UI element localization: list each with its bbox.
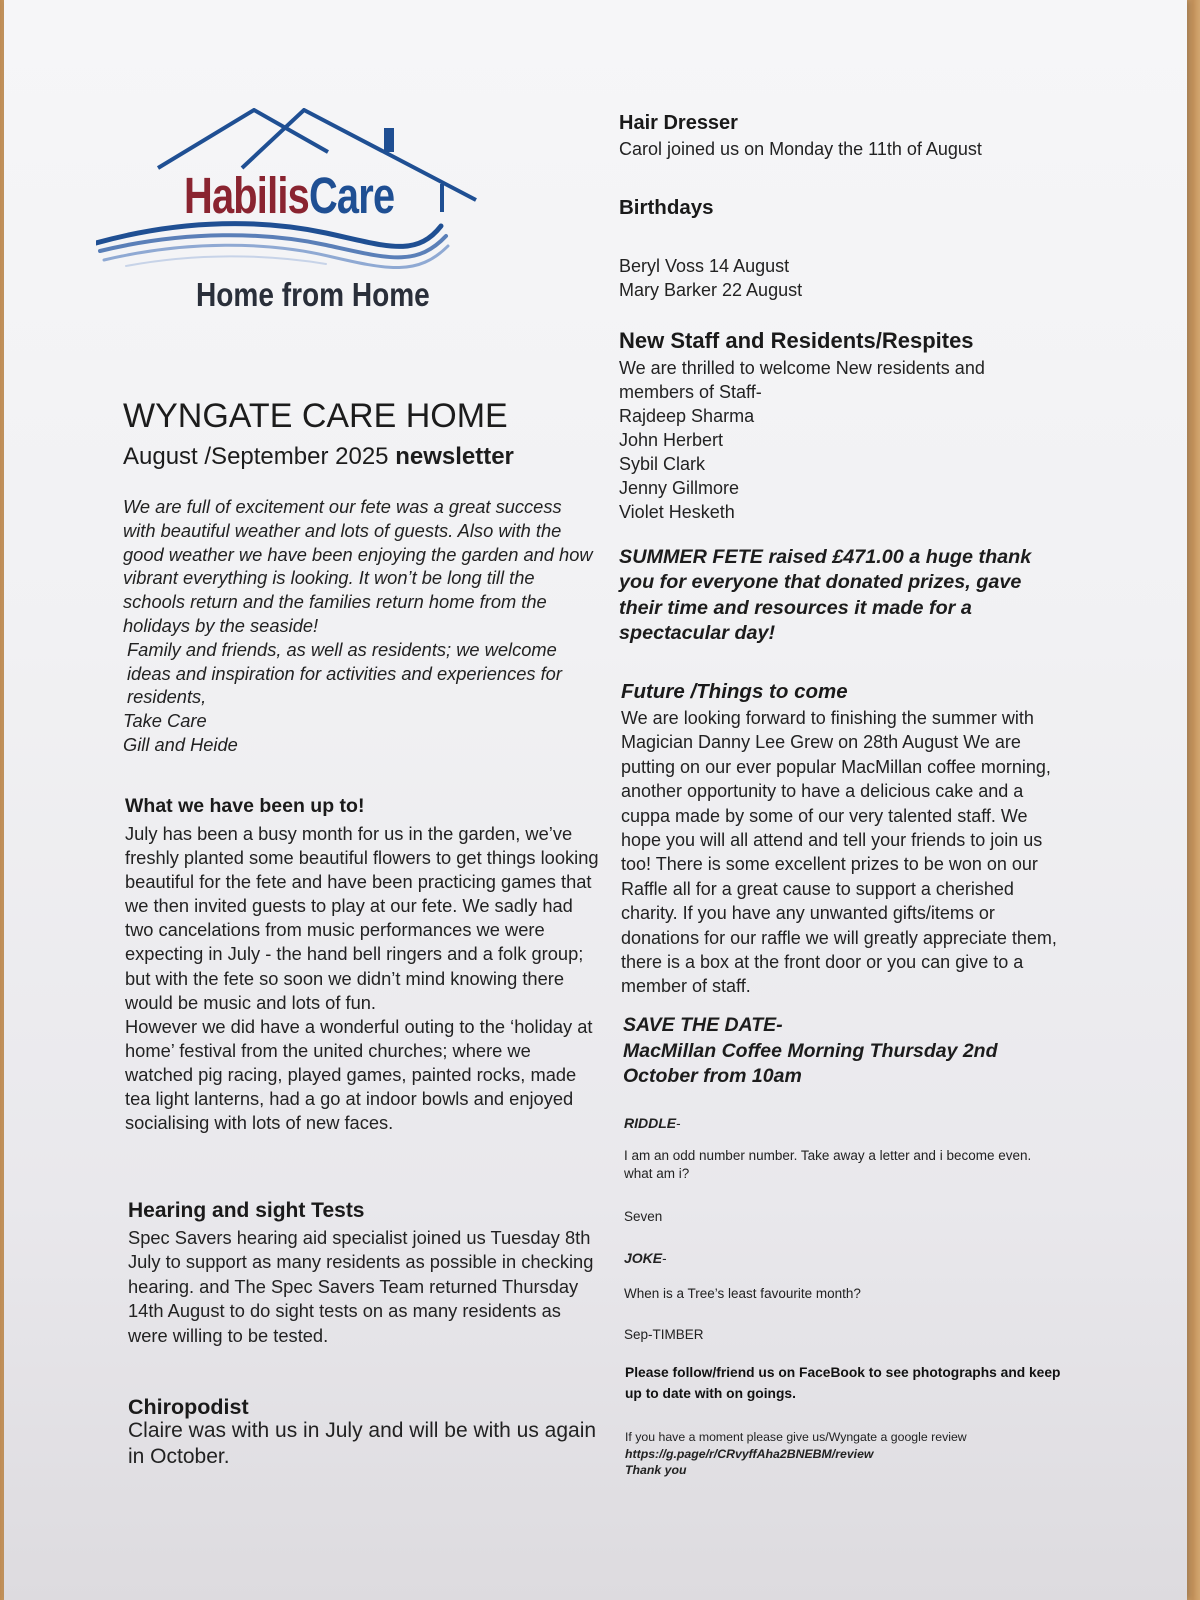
save-the-date [623,1013,1063,1090]
joke-heading: JOKE- [624,1250,667,1266]
joke-question: When is a Tree’s least favourite month? [624,1286,861,1301]
list-item: Jenny Gillmore [619,478,740,498]
riddle-answer: Seven [624,1209,663,1224]
section-heading-birthdays: Birthdays [619,196,714,219]
list-item: John Herbert [619,430,724,450]
birthday-list [619,254,802,302]
joke-answer: Sep-TIMBER [624,1327,704,1342]
section-body-up-to [125,822,600,1135]
chimney-icon [384,128,394,152]
logo-brand-text: HabilisCare [184,167,395,224]
facebook-note: Please follow/friend us on FaceBook to see photographs and keep up to date with on goings. [625,1365,1061,1401]
thank-you-text: Thank you [625,1463,687,1477]
section-heading-new-staff: New Staff and Residents/Respites [619,328,974,353]
intro-message [123,495,593,757]
intro-signoff: Take Care [123,710,207,732]
intro-paragraph: We are full of excitement our fete was a great success with beautiful weather and lots of guests. Also with the good weather we have been enjoying the garden and how vibrant everything is looking. It won’t be long till the schools return and the families return home from the holidays by the seaside! [123,496,593,636]
riddle-heading: RIDDLE- [624,1115,681,1131]
review-request [625,1429,1065,1479]
intro-signature: Gill and Heide [123,733,238,755]
section-heading-hair-dresser: Hair Dresser [619,112,738,134]
section-body-hair-dresser: Carol joined us on Monday the 11th of August [619,139,982,159]
section-body-chiropodist: Claire was with us in July and will be with us again in October. [128,1419,597,1468]
list-item: Violet Hesketh [619,502,735,522]
intro-paragraph: Family and friends, as well as residents; we welcome ideas and inspiration for activities and experiences for residents, [127,638,562,708]
section-heading-up-to: What we have been up to! [125,795,365,817]
list-item: Sybil Clark [619,454,706,474]
section-body-new-staff [619,356,1049,524]
newsletter-subtitle: August /September 2025 newsletter [123,443,514,470]
habilis-care-logo [96,108,496,318]
summer-fete-note: SUMMER FETE raised £471.00 a huge thank you for everyone that donated prizes, gave their time and resources it made for a spectacular day! [619,546,1032,645]
section-heading-hearing: Hearing and sight Tests [128,1199,365,1222]
save-the-date-label: SAVE THE DATE- [623,1014,783,1036]
section-body-future: We are looking forward to finishing the summer with Magician Danny Lee Grew on 28th August We are putting on our ever popular MacMillan coffee morning, another opportunity to have a delicious cake and a cuppa made by some of our very talented staff. We hope you will all attend and tell your friends to join us too! There is some excellent prizes to be won on our Raffle all for a great cause to support a cherished charity. If you have any unwanted gifts/items or donations for our raffle we will greatly appreciate them, there is a box at the front door or you can give to a member of staff. [621,708,1057,997]
section-body-hearing: Spec Savers hearing aid specialist joined us Tuesday 8th July to support as many residents as possible in checking hearing. and The Spec Savers Team returned Thursday 14th August to do sight tests on as many residents as were willing to be tested. [128,1227,594,1346]
body-paragraph: However we did have a wonderful outing to the ‘holiday at home’ festival from the united churches; where we watched pig racing, played games, painted rocks, made tea light lanterns, had a go at indoor bowls and enjoyed socialising with lots of new faces. [125,1015,593,1134]
section-heading-future: Future /Things to come [621,680,848,703]
newsletter-page [4,0,1187,1600]
review-text: If you have a moment please give us/Wyngate a google review [625,1430,967,1444]
new-staff-intro: We are thrilled to welcome New residents and members of Staff- [619,358,985,402]
riddle-question: I am an odd number number. Take away a letter and i become even. what am i? [624,1148,1032,1181]
review-link[interactable]: https://g.page/r/CRvyffAha2BNEBM/review [625,1446,874,1461]
list-item: Mary Barker 22 August [619,280,803,300]
list-item: Rajdeep Sharma [619,406,755,426]
list-item: Beryl Voss 14 August [619,256,790,276]
save-the-date-event: MacMillan Coffee Morning Thursday 2nd October from 10am [623,1039,998,1087]
body-paragraph: July has been a busy month for us in the garden, we’ve freshly planted some beautiful flowers to get things looking beautiful for the fete and have been practicing games that we then invited guests to play at our fete. We sadly had two cancelations from music performances we were expecting in July - the hand bell ringers and a folk group; but with the fete so soon we didn’t mind knowing there would be music and lots of fun. [125,823,599,1013]
section-heading-chiropodist: Chiropodist [128,1395,249,1419]
page-title: WYNGATE CARE HOME [123,397,508,435]
new-staff-list [619,404,1049,524]
logo-tagline: Home from Home [196,276,430,313]
